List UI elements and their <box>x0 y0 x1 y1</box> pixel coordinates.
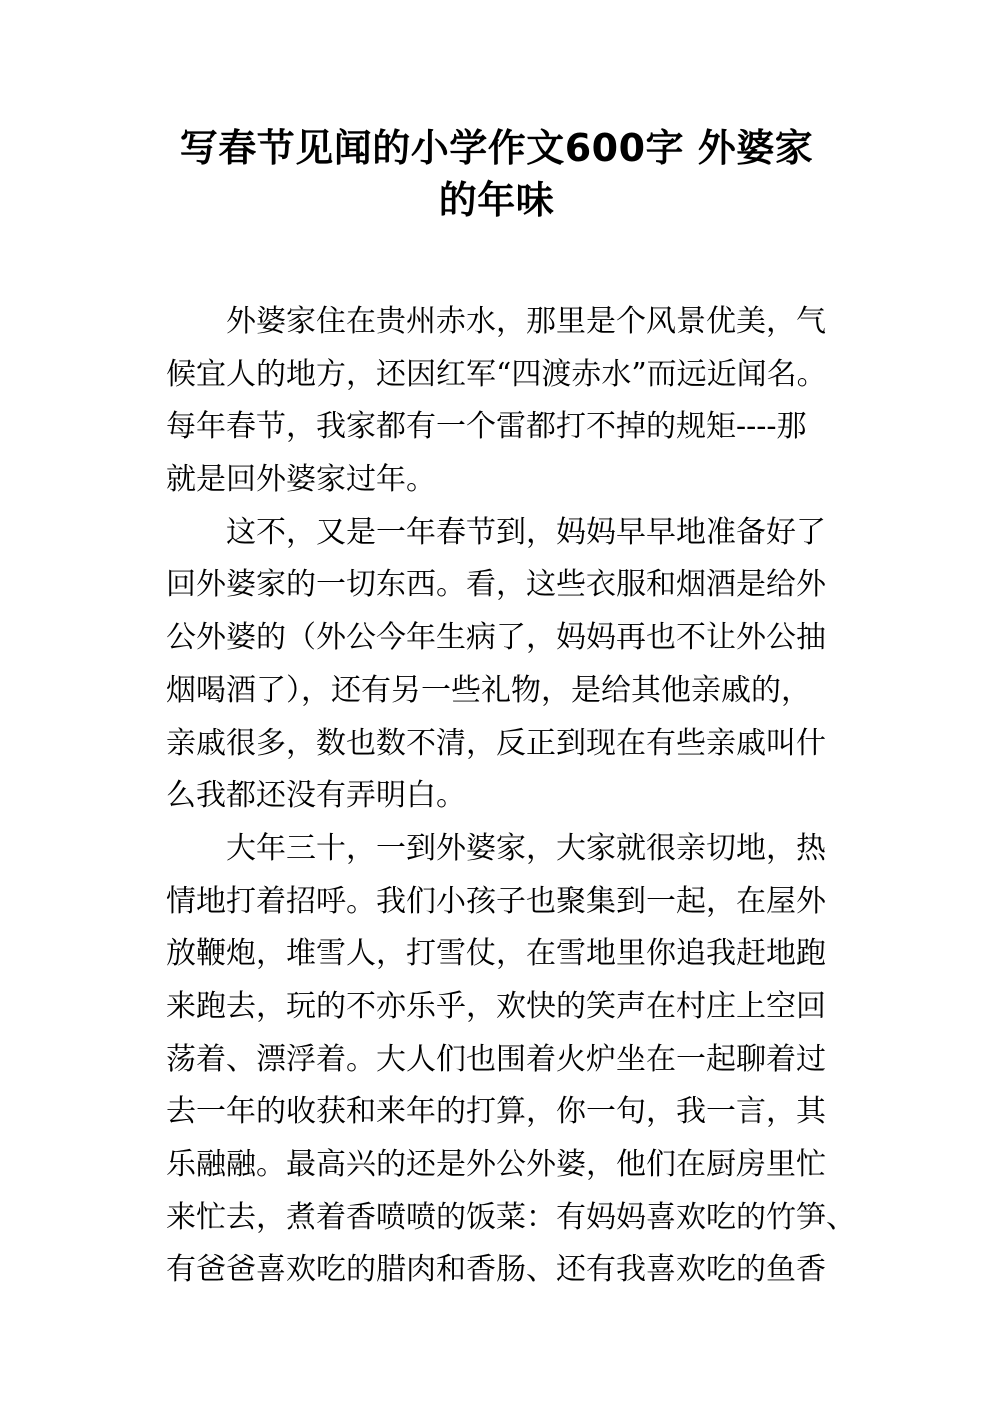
title-line: 写春节见闻的小学作文600字 外婆家 <box>179 126 814 170</box>
text-line: 大年三十，一到外婆家，大家就很亲切地，热 <box>226 830 826 866</box>
text-line: 有爸爸喜欢吃的腊肉和香肠、还有我喜欢吃的鱼香 <box>166 1252 826 1288</box>
text-line: 烟喝酒了），还有另一些礼物，是给其他亲戚的， <box>166 672 811 708</box>
text-line: 公外婆的（外公今年生病了，妈妈再也不让外公抽 <box>166 620 826 656</box>
text-line: 这不，又是一年春节到，妈妈早早地准备好了 <box>226 514 826 550</box>
article-body <box>166 296 856 1297</box>
text-line: 放鞭炮，堆雪人，打雪仗，在雪地里你追我赶地跑 <box>166 936 826 972</box>
text-line: 么我都还没有弄明白。 <box>166 778 466 814</box>
document-title <box>150 122 843 226</box>
text-line: 每年春节，我家都有一个雷都打不掉的规矩----那 <box>166 409 807 445</box>
paragraph-2 <box>166 507 838 823</box>
paragraph-1 <box>166 296 838 507</box>
title-line: 的年味 <box>438 178 555 222</box>
text-line: 候宜人的地方，还因红军“四渡赤水”而远近闻名。 <box>166 356 827 392</box>
text-line: 情地打着招呼。我们小孩子也聚集到一起，在屋外 <box>166 883 826 919</box>
text-line: 荡着、漂浮着。大人们也围着火炉坐在一起聊着过 <box>166 1041 826 1077</box>
paragraph-3 <box>166 823 856 1297</box>
text-line: 外婆家住在贵州赤水，那里是个风景优美，气 <box>226 304 826 339</box>
text-line: 去一年的收获和来年的打算，你一句，我一言，其 <box>166 1094 826 1130</box>
text-line: 就是回外婆家过年。 <box>166 462 436 498</box>
text-line: 乐融融。最高兴的还是外公外婆，他们在厨房里忙 <box>166 1147 826 1182</box>
text-line: 来跑去，玩的不亦乐乎，欢快的笑声在村庄上空回 <box>166 988 826 1024</box>
text-line: 亲戚很多，数也数不清，反正到现在有些亲戚叫什 <box>166 725 826 761</box>
text-line: 来忙去，煮着香喷喷的饭菜：有妈妈喜欢吃的竹笋、 <box>166 1199 856 1235</box>
text-line: 回外婆家的一切东西。看，这些衣服和烟酒是给外 <box>166 567 826 603</box>
